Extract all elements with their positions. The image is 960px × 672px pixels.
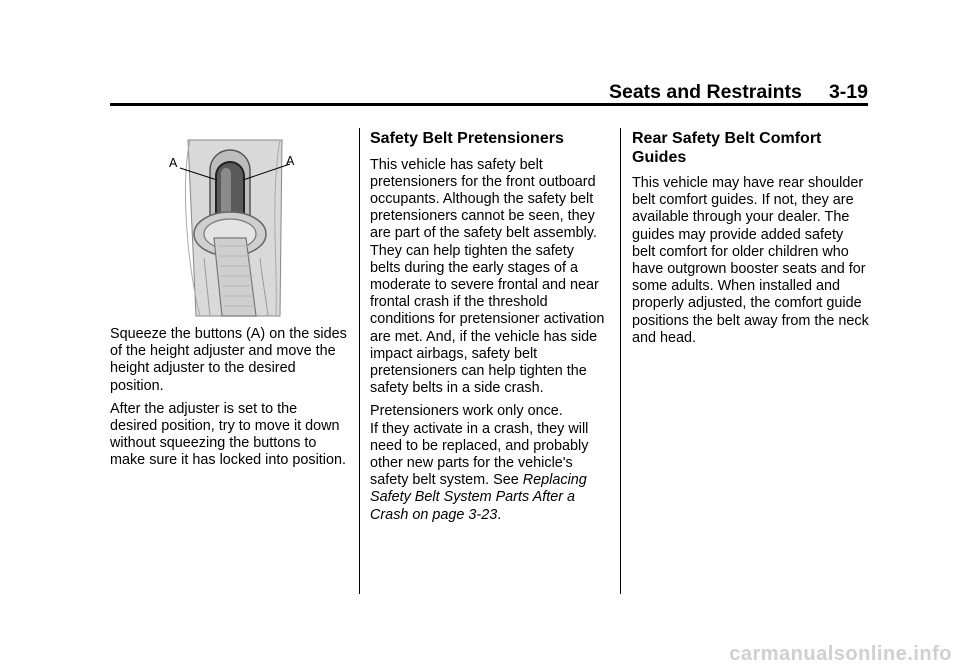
paragraph-line: Pretensioners work only once.	[370, 403, 563, 420]
page-header	[110, 80, 868, 104]
paragraph-end: .	[497, 506, 502, 523]
paragraph: This vehicle may have rear shoulder belt comfort guides. If not, they are available through your dealer. The guides may provide added safety belt comfort for older children who have outgrown booster seats and for some adults. When installed and properly adjusted, the comfort guide positions the belt away from the neck and head.	[632, 175, 869, 346]
watermark: carmanualsonline.info	[729, 643, 952, 665]
paragraph-text: If they activate in a crash, they will need to be replaced, and probably other new parts for the vehicle's safety belt system. See	[370, 420, 589, 489]
column-divider-2	[620, 128, 621, 594]
column-1	[110, 128, 348, 476]
header-rule	[110, 103, 868, 106]
section-heading: Safety Belt Pretensioners	[370, 130, 564, 147]
paragraph: After the adjuster is set to the desired position, try to move it down without squeezing the buttons to make sure it has locked into position.	[110, 400, 346, 469]
section-heading: Rear Safety Belt Comfort Guides	[632, 130, 822, 166]
column-3	[632, 128, 870, 353]
header-title: Seats and Restraints 3-19	[608, 81, 868, 103]
column-divider-1	[359, 128, 360, 594]
height-adjuster-drawing	[110, 128, 350, 318]
paragraph	[370, 403, 608, 523]
cross-reference-link[interactable]: Replacing Safety Belt System Parts After a Crash on page 3-23	[370, 472, 587, 523]
paragraph: Squeeze the buttons (A) on the sides of the height adjuster and move the height adjuster to the desired position.	[110, 326, 347, 394]
callout-label-a-right: A	[286, 154, 295, 168]
column-2	[370, 128, 608, 530]
paragraph: This vehicle has safety belt pretensioners for the front outboard occupants. Although the safety belt pretensioners cannot be seen, they are part of the safety belt assembly. They can help tighten the safety belts during the early stages of a moderate to severe frontal and near frontal crash if the threshold conditions for pretensioner activation are met. And, if the vehicle has side impact airbags, safety belt pretensioners can help tighten the safety belts in a side crash.	[370, 156, 605, 397]
callout-label-a-left: A	[169, 156, 178, 170]
height-adjuster-illustration	[110, 128, 350, 318]
